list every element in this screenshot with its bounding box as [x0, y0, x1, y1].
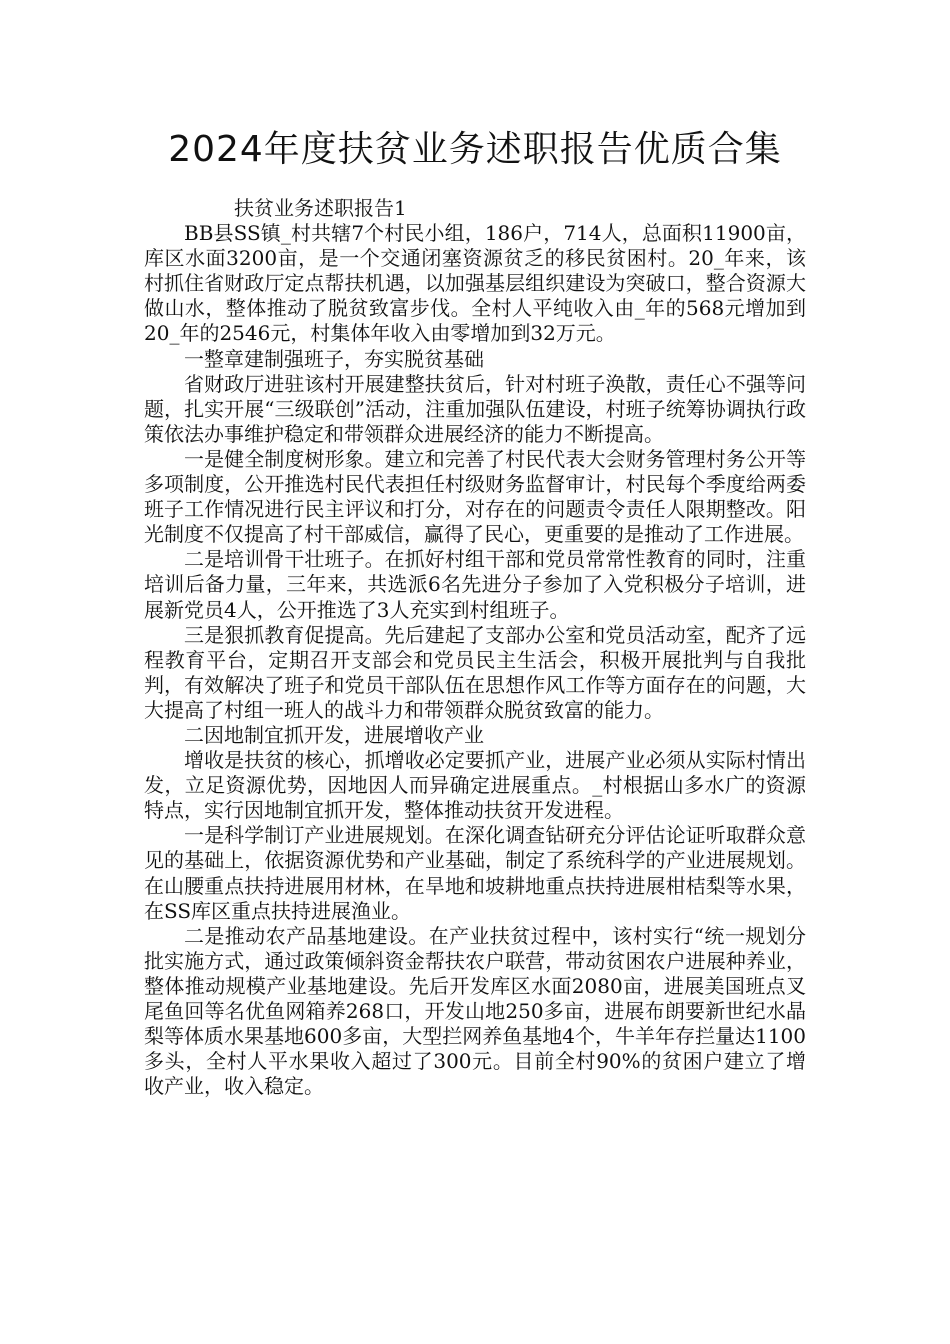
- paragraph-system-building: 一是健全制度树形象。建立和完善了村民代表大会财务管理村务公开等多项制度，公开推选村民代表担任村级财务监督审计，村民每个季度给两委班子工作情况进行民主评议和打分，对存在的问题责令责任人限期整改。阳光制度不仅提高了村干部威信，赢得了民心，更重要的是推动了工作进展。: [144, 446, 806, 547]
- document-title: 2024年度扶贫业务述职报告优质合集: [168, 129, 782, 170]
- section-heading-1: 一整章建制强班子，夯实脱贫基础: [184, 346, 484, 371]
- section-heading-2: 二因地制宜抓开发，进展增收产业: [184, 722, 484, 747]
- paragraph-section1-intro: 省财政厅进驻该村开展建整扶贫后，针对村班子涣散，责任心不强等问题，扎实开展“三级联创”活动，注重加强队伍建设，村班子统筹协调执行政策依法办事维护稳定和带领群众进展经济的能力不断提高。: [144, 371, 806, 446]
- paragraph-education: 三是狠抓教育促提高。先后建起了支部办公室和党员活动室，配齐了远程教育平台，定期召开支部会和党员民主生活会，积极开展批判与自我批判，有效解决了班子和党员干部队伍在思想作风工作等方面存在的问题，大大提高了村组一班人的战斗力和带领群众脱贫致富的能力。: [144, 622, 806, 722]
- paragraph-training: 二是培训骨干壮班子。在抓好村组干部和党员常常性教育的同时，注重培训后备力量，三年来，共选派6名先进分子参加了入党积极分子培训，进展新党员4人，公开推选了3人充实到村组班子。: [144, 547, 806, 622]
- paragraph-planning: 一是科学制订产业进展规划。在深化调查钻研充分评估论证听取群众意见的基础上，依据资源优势和产业基础，制定了系统科学的产业进展规划。在山腰重点扶持进展用材林，在旱地和坡耕地重点扶持进展柑桔梨等水果，在SS库区重点扶持进展渔业。: [144, 823, 806, 923]
- paragraph-intro: BB县SS镇_村共辖7个村民小组，186户，714人，总面积11900亩，库区水面3200亩，是一个交通闭塞资源贫乏的移民贫困村。20_年来，该村抓住省财政厅定点帮扶机遇，以加强基层组织建设为突破口，整合资源大做山水，整体推动了脱贫致富步伐。全村人平纯收入由_年的568元增加到20_年的2546元，村集体年收入由零增加到32万元。: [144, 221, 806, 346]
- report-subtitle: 扶贫业务述职报告1: [234, 196, 407, 220]
- paragraph-base-construction: 二是推动农产品基地建设。在产业扶贫过程中，该村实行“统一规划分批实施方式，通过政策倾斜资金帮扶农户联营，带动贫困农户进展种养业，整体推动规模产业基地建设。先后开发库区水面2080亩，进展美国班点叉尾鱼回等名优鱼网箱养268口，开发山地250多亩，进展布朗要新世纪水晶梨等体质水果基地600多亩，大型拦网养鱼基地4个，牛羊年存拦量达1100多头，全村人平水果收入超过了300元。目前全村90%的贫困户建立了增收产业，收入稳定。: [144, 923, 806, 1099]
- document-body: [144, 196, 806, 1099]
- paragraph-section2-intro: 增收是扶贫的核心，抓增收必定要抓产业，进展产业必须从实际村情出发，立足资源优势，因地因人而异确定进展重点。_村根据山多水广的资源特点，实行因地制宜抓开发，整体推动扶贫开发进程。: [144, 748, 806, 823]
